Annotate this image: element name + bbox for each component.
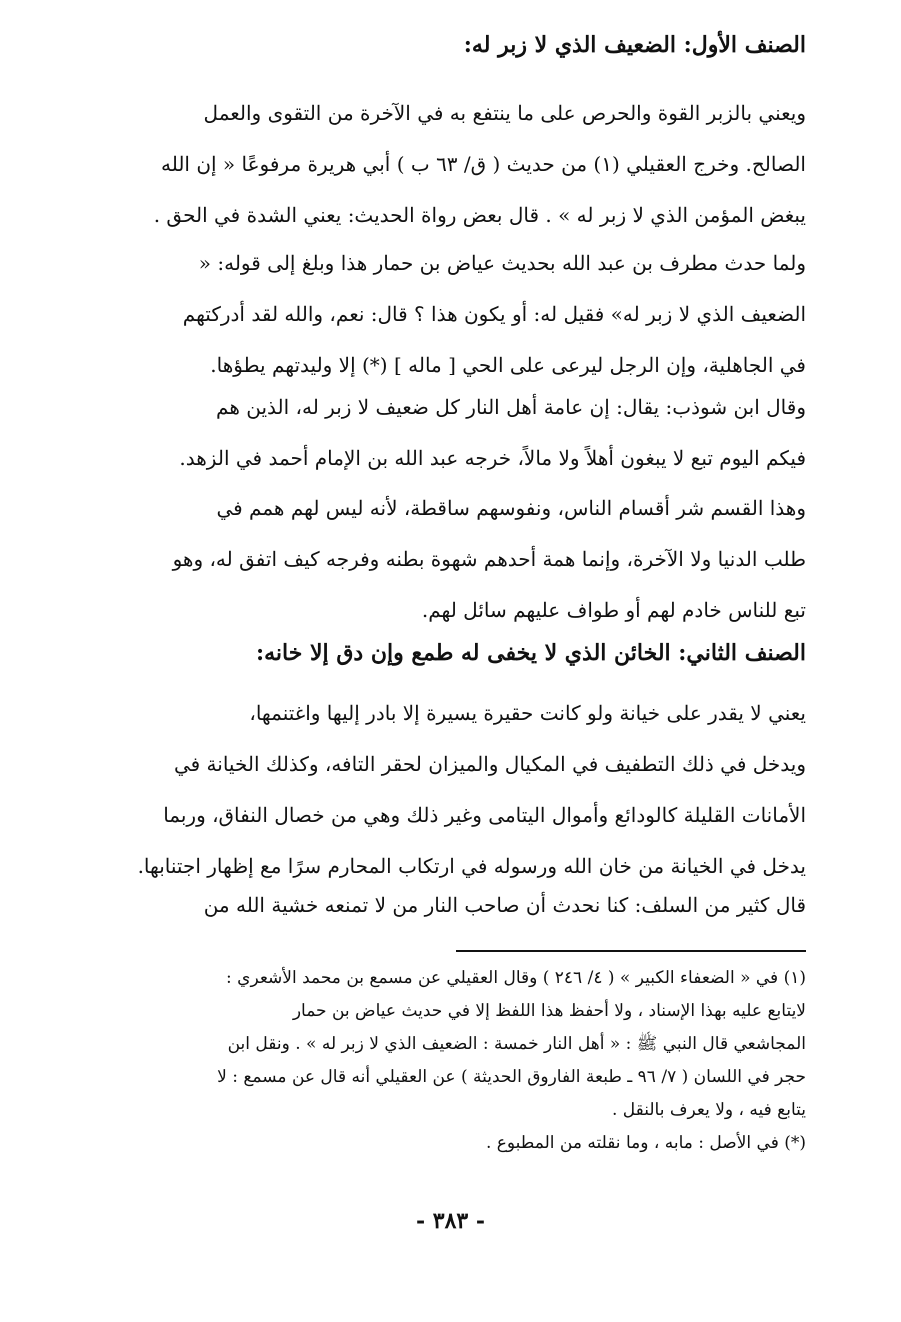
paragraph-4	[60, 483, 806, 636]
paragraph-1	[60, 88, 806, 241]
text-line: الضعيف الذي لا زبر له» فقيل له: أو يكون هذا ؟ قال: نعم، والله لقد أدركتهم	[182, 302, 806, 326]
footnote-separator	[456, 950, 806, 952]
paragraph-2	[60, 238, 806, 391]
page-number: - ٣٨٣ -	[415, 1208, 486, 1234]
section-heading-second: الصنف الثاني: الخائن الذي لا يخفى له طمع وإن دق إلا خانه:	[256, 640, 806, 666]
paragraph-5	[60, 688, 806, 892]
text-line: يعني لا يقدر على خيانة ولو كانت حقيرة يسيرة إلا بادر إليها واغتنمها،	[249, 701, 806, 725]
footnote-line: (*) في الأصل : مابه ، وما نقلته من المطبوع .	[485, 1133, 806, 1153]
footnote-line: يتابع فيه ، ولا يعرف بالنقل .	[611, 1100, 806, 1120]
text-line: ويدخل في ذلك التطفيف في المكيال والميزان لحقر التافه، وكذلك الخيانة في	[173, 752, 806, 776]
text-line: الأمانات القليلة كالودائع وأموال اليتامى وغير ذلك وهي من خصال النفاق، وربما	[163, 803, 806, 827]
text-line: الصالح. وخرج العقيلي (١) من حديث ( ق/ ٦٣ ب ) أبي هريرة مرفوعًا « إن الله	[160, 152, 806, 176]
footnote-line: لايتابع عليه بهذا الإسناد ، ولا أحفظ هذا اللفظ إلا في حديث عياض بن حمار	[292, 1001, 806, 1021]
footnote-line: المجاشعي قال النبي ﷺ : « أهل النار خمسة : الضعيف الذي لا زبر له » . ونقل ابن	[227, 1034, 806, 1054]
text-line: ولما حدث مطرف بن عبد الله بحديث عياض بن حمار هذا وبلغ إلى قوله: «	[198, 251, 806, 275]
footnotes	[60, 962, 806, 1160]
text-line: يبغض المؤمن الذي لا زبر له » . قال بعض رواة الحديث: يعني الشدة في الحق .	[153, 203, 806, 227]
text-line: في الجاهلية، وإن الرجل ليرعى على الحي [ ماله ] (*) إلا وليدتهم يطؤها.	[210, 353, 806, 377]
text-line: طلب الدنيا ولا الآخرة، وإنما همة أحدهم شهوة بطنه وفرجه كيف اتفق له، وهو	[172, 547, 806, 571]
text-line: فيكم اليوم تبع لا يبغون أهلاً ولا مالاً، خرجه عبد الله بن الإمام أحمد في الزهد.	[179, 446, 806, 470]
footnote-line: (١) في « الضعفاء الكبير » ( ٤/ ٢٤٦ ) وقال العقيلي عن مسمع بن محمد الأشعري :	[226, 968, 806, 988]
text-line: قال كثير من السلف: كنا نحدث أن صاحب النار من لا تمنعه خشية الله من	[203, 893, 806, 917]
text-line: تبع للناس خادم لهم أو طواف عليهم سائل لهم.	[421, 598, 806, 622]
text-line: يدخل في الخيانة من خان الله ورسوله في ارتكاب المحارم سرًا مع إظهار اجتنابها.	[137, 854, 806, 878]
paragraph-6	[60, 880, 806, 931]
text-line: وهذا القسم شر أقسام الناس، ونفوسهم ساقطة، لأنه ليس لهم همم في	[216, 496, 806, 520]
text-line: ويعني بالزبر القوة والحرص على ما ينتفع به في الآخرة من التقوى والعمل	[203, 101, 806, 125]
footnote-line: حجر في اللسان ( ٧/ ٩٦ ـ طبعة الفاروق الحديثة ) عن العقيلي أنه قال عن مسمع : لا	[217, 1067, 806, 1087]
paragraph-3	[60, 382, 806, 484]
text-line: وقال ابن شوذب: يقال: إن عامة أهل النار كل ضعيف لا زبر له، الذين هم	[216, 395, 806, 419]
section-heading-first: الصنف الأول: الضعيف الذي لا زبر له:	[463, 32, 806, 58]
